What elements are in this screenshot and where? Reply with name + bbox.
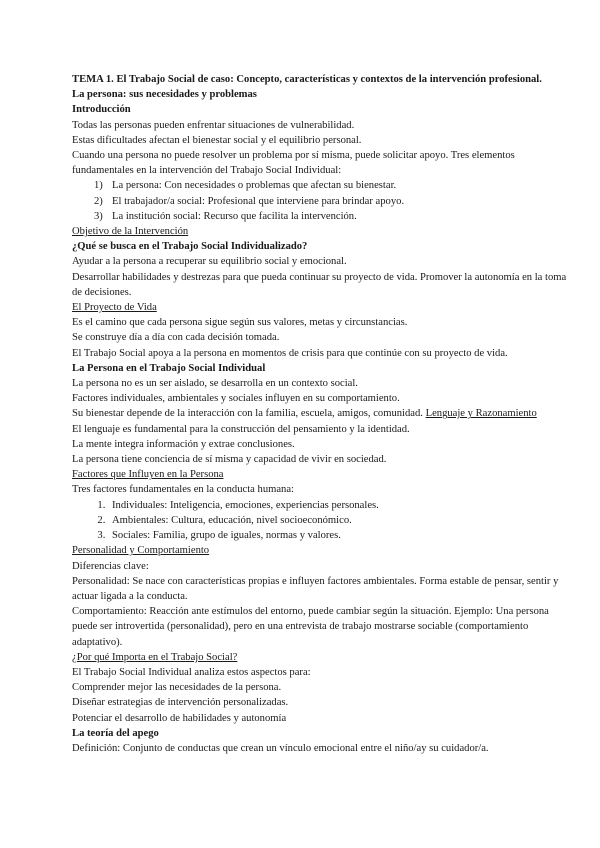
factores-list xyxy=(72,498,572,544)
lenguaje-line: El lenguaje es fundamental para la construcción del pensamiento y la identidad. xyxy=(72,423,410,435)
importa-heading: ¿Por qué Importa en el Trabajo Social? xyxy=(72,651,238,663)
persona-line: La persona no es un ser aislado, se desarrolla en un contexto social. xyxy=(72,378,358,390)
list-item: 1) La persona: Con necesidades o problemas que afectan su bienestar. xyxy=(94,180,397,192)
intro-line: Todas las personas pueden enfrentar situaciones de vulnerabilidad. xyxy=(72,119,355,131)
factores-intro: Tres factores fundamentales en la conducta humana: xyxy=(72,484,294,496)
personalidad-line: Personalidad: Se nace con características propias e influyen factores ambientales. Forma estable de pensar, sentir y actuar ligada a la conducta. xyxy=(72,575,559,602)
personalidad-heading: Personalidad y Comportamiento xyxy=(72,545,210,557)
proyecto-line: Se construye día a día con cada decisión tomada. xyxy=(72,332,280,344)
lenguaje-heading: Lenguaje y Razonamiento xyxy=(425,408,537,420)
list-item: 2. Ambientales: Cultura, educación, nivel socioeconómico. xyxy=(108,513,572,528)
apego-definition: Definición: Conjunto de conductas que crean un vínculo emocional entre el niño/ay su cuidador/a. xyxy=(72,742,489,754)
list-item: 2) El trabajador/a social: Profesional que interviene para brindar apoyo. xyxy=(94,195,405,207)
lenguaje-line: La mente integra información y extrae conclusiones. xyxy=(72,438,295,450)
document-title: TEMA 1. El Trabajo Social de caso: Concepto, características y contextos de la intervención profesional. xyxy=(72,74,542,85)
persona-line: Factores individuales, ambientales y sociales influyen en su comportamiento. xyxy=(72,393,400,405)
objetivo-line: Ayudar a la persona a recuperar su equilibrio social y emocional. xyxy=(72,256,347,268)
intro-line: Estas dificultades afectan el bienestar social y el equilibrio personal. xyxy=(72,134,362,146)
objetivo-question: ¿Qué se busca en el Trabajo Social Individualizado? xyxy=(72,241,308,253)
importa-line: Comprender mejor las necesidades de la persona. xyxy=(72,682,282,694)
persona-heading: La Persona en el Trabajo Social Individual xyxy=(72,362,266,374)
proyecto-line: Es el camino que cada persona sigue según sus valores, metas y circunstancias. xyxy=(72,317,408,329)
lenguaje-line: La persona tiene conciencia de sí misma y capacidad de vivir en sociedad. xyxy=(72,454,387,466)
list-item: 3. Sociales: Familia, grupo de iguales, normas y valores. xyxy=(108,528,572,543)
bienestar-text: Su bienestar depende de la interacción con la familia, escuela, amigos, comunidad. xyxy=(72,408,423,420)
list-item: 3) La institución social: Recurso que facilita la intervención. xyxy=(94,210,357,222)
importa-line: El Trabajo Social Individual analiza estos aspectos para: xyxy=(72,666,311,678)
personalidad-line: Diferencias clave: xyxy=(72,560,149,572)
section-heading-persona-necesidades: La persona: sus necesidades y problemas xyxy=(72,89,257,101)
intro-heading: Introducción xyxy=(72,104,131,116)
elements-list xyxy=(72,178,572,224)
apego-heading: La teoría del apego xyxy=(72,727,159,739)
importa-line: Diseñar estrategias de intervención personalizadas. xyxy=(72,697,289,709)
importa-line: Potenciar el desarrollo de habilidades y autonomía xyxy=(72,712,287,724)
bienestar-line xyxy=(72,406,572,421)
proyecto-line: El Trabajo Social apoya a la persona en momentos de crisis para que continúe con su proyecto de vida. xyxy=(72,347,508,359)
factores-heading: Factores que Influyen en la Persona xyxy=(72,469,224,481)
personalidad-line: Comportamiento: Reacción ante estímulos del entorno, puede cambiar según la situación. Ejemplo: Una persona puede ser introvertida (personalidad), pero en una entrevista de trabajo mostrarse sociable (comportamiento adaptativo). xyxy=(72,606,549,648)
proyecto-heading: El Proyecto de Vida xyxy=(72,302,157,314)
list-item: 1. Individuales: Inteligencia, emociones, experiencias personales. xyxy=(108,498,572,513)
objetivo-line: Desarrollar habilidades y destrezas para que pueda continuar su proyecto de vida. Promover la autonomía en la toma de decisiones. xyxy=(72,271,567,298)
intro-line: Cuando una persona no puede resolver un problema por sí misma, puede solicitar apoyo. Tres elementos fundamentales en la intervención del Trabajo Social Individual: xyxy=(72,150,515,177)
objetivo-heading: Objetivo de la Intervención xyxy=(72,226,189,238)
